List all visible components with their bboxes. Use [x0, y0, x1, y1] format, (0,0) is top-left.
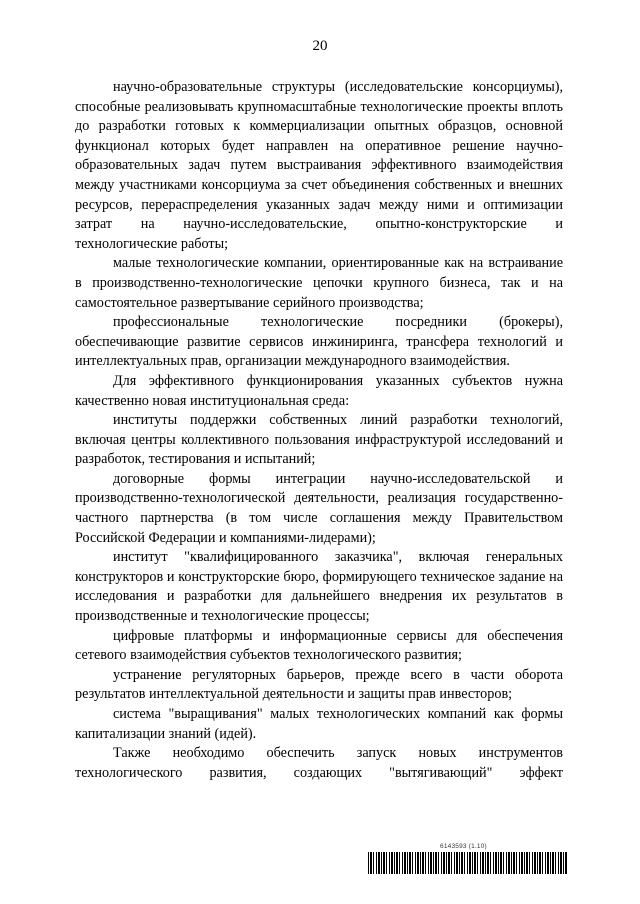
paragraph: цифровые платформы и информационные сервисы для обеспечения сетевого взаимодействия субъектов технологического развития; [75, 627, 563, 664]
document-code: 6143593 (1.10) [440, 843, 487, 850]
paragraph: институты поддержки собственных линий разработки технологий, включая центры коллективного пользования инфраструктурой исследований и разработок, тестирования и испытаний; [75, 412, 563, 468]
paragraph: система "выращивания" малых технологических компаний как формы капитализации знаний (идей). [75, 706, 563, 742]
barcode [368, 852, 568, 874]
paragraph: Для эффективного функционирования указанных субъектов нужна качественно новая институциональная среда: [75, 372, 563, 409]
paragraph: институт "квалифицированного заказчика", включая генеральных конструкторов и конструкторские бюро, формирующего техническое задание на исследования и разработки для дальнейшего внедрения их результатов в производственные и технологические процессы; [75, 549, 563, 625]
page-number: 20 [312, 38, 328, 54]
body-text [75, 78, 563, 783]
paragraph: Также необходимо обеспечить запуск новых инструментов технологического развития, создающих "вытягивающий" эффект [75, 745, 563, 781]
paragraph: научно-образовательные структуры (исследовательские консорциумы), способные реализовывать крупномасштабные технологические проекты вплоть до разработки готовых к коммерциализации опытных образцов, основной функционал которых будет направлен на оперативное решение научно-образовательных задач путем выстраивания эффективного взаимодействия между участниками консорциума за счет объединения собственных и внешних ресурсов, перераспределения указанных задач между ними и оптимизации затрат на научно-исследовательские, опытно-конструкторские и технологические работы; [75, 79, 563, 252]
paragraph: малые технологические компании, ориентированные как на встраивание в производственно-технологические цепочки крупного бизнеса, так и на самостоятельное развертывание серийного производства; [75, 255, 563, 311]
paragraph: договорные формы интеграции научно-исследовательской и производственно-технологической деятельности, реализация государственно-частного партнерства (в том числе соглашения между Правительством Российской Федерации и компаниями-лидерами); [75, 470, 563, 546]
paragraph: профессиональные технологические посредники (брокеры), обеспечивающие развитие сервисов инжиниринга, трансфера технологий и интеллектуальных прав, организации международного взаимодействия. [75, 314, 563, 370]
paragraph: устранение регуляторных барьеров, прежде всего в части оборота результатов интеллектуальной деятельности и защиты прав инвесторов; [75, 666, 563, 703]
